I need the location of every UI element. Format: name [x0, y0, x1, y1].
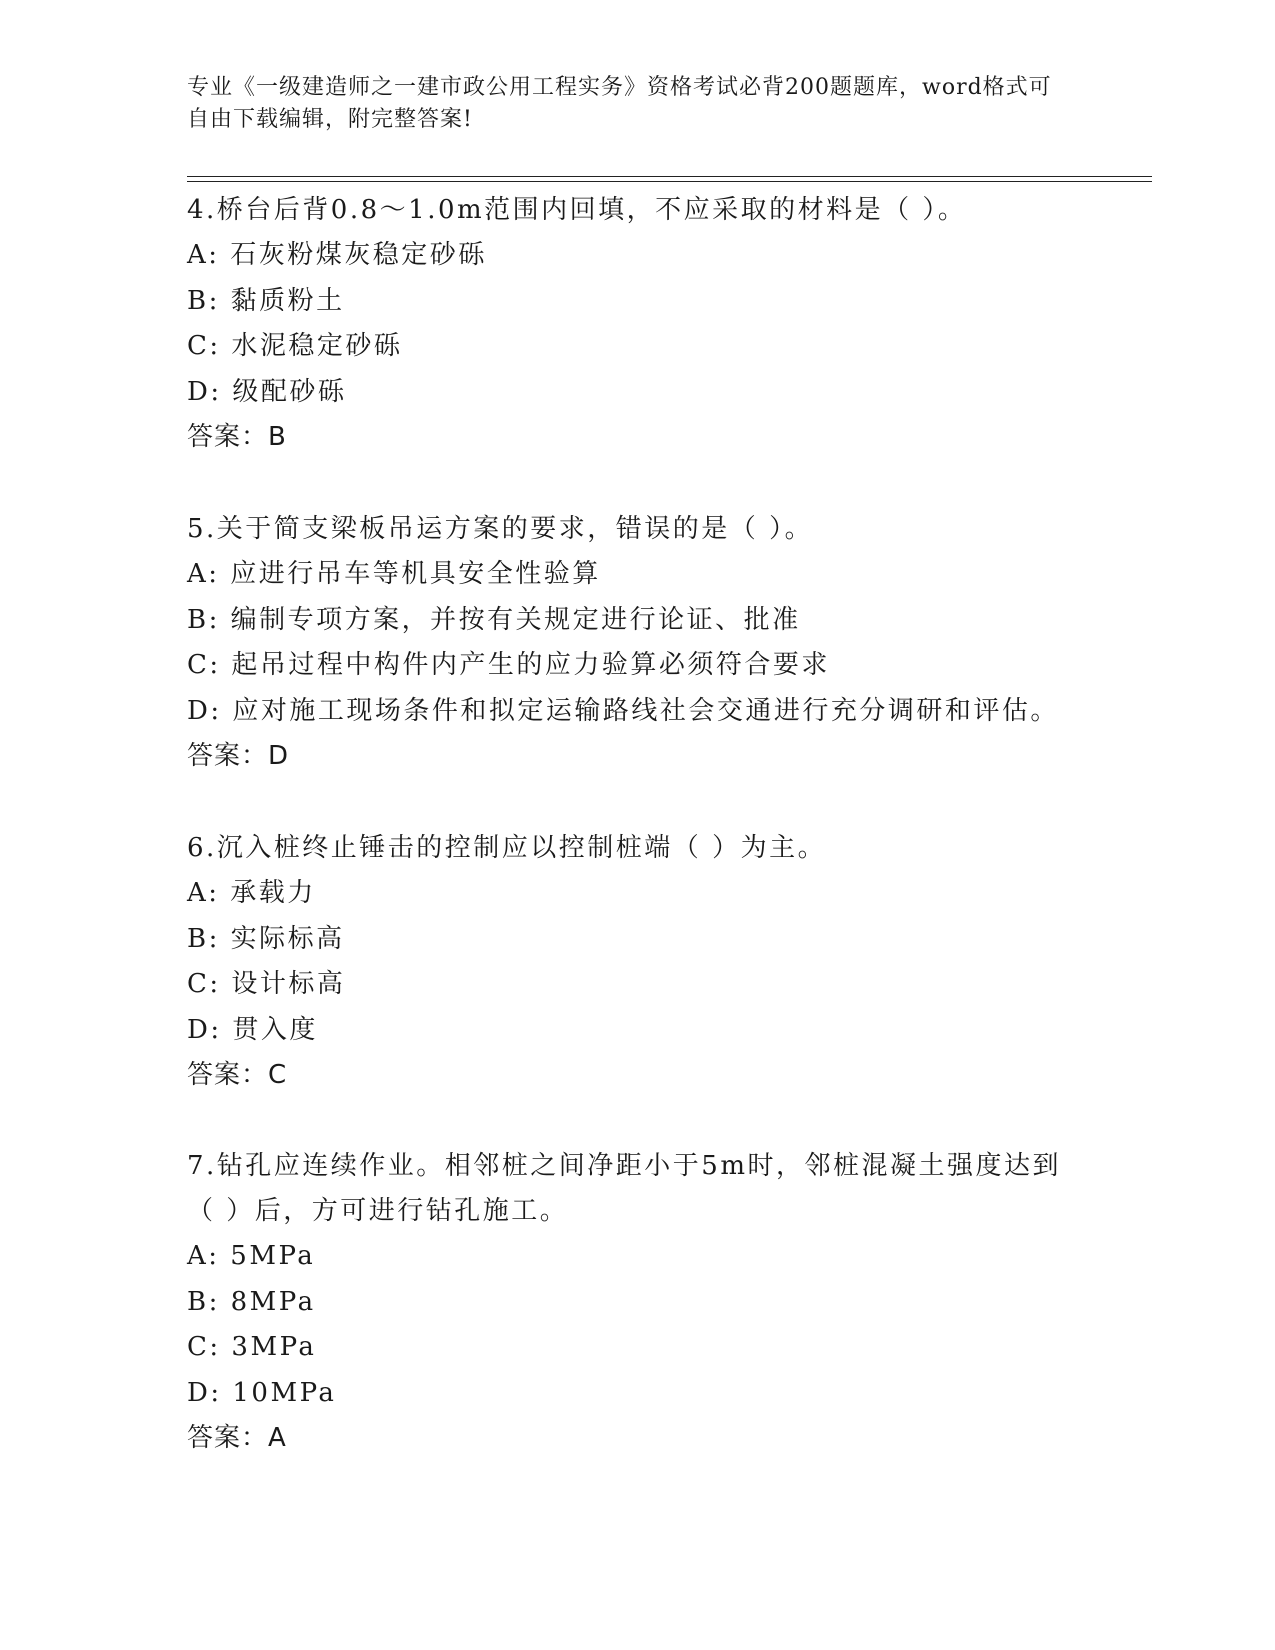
option-b: B: 实际标高 — [187, 923, 345, 954]
option-b: B: 编制专项方案，并按有关规定进行论证、批准 — [187, 604, 801, 635]
header-divider-bottom — [187, 181, 1152, 182]
question-6 — [187, 826, 1087, 1098]
option-a: A: 石灰粉煤灰稳定砂砾 — [187, 240, 487, 270]
header-divider-top — [187, 176, 1152, 177]
option-a: A: 承载力 — [187, 878, 316, 908]
question-stem: 4.桥台后背0.8～1.0m范围内回填，不应采取的材料是（ ）。 — [187, 195, 967, 225]
question-stem: 5.关于简支梁板吊运方案的要求，错误的是（ ）。 — [187, 514, 814, 544]
answer: 答案：A — [187, 1423, 287, 1453]
option-a: A: 5MPa — [187, 1241, 316, 1271]
option-c: C: 起吊过程中构件内产生的应力验算必须符合要求 — [187, 650, 830, 680]
option-d: D: 级配砂砾 — [187, 376, 347, 407]
option-d: D: 10MPa — [187, 1377, 337, 1408]
option-b: B: 8MPa — [187, 1286, 316, 1317]
question-5 — [187, 507, 1087, 779]
question-7 — [187, 1144, 1087, 1461]
question-4 — [187, 188, 1087, 460]
answer: 答案：C — [187, 1060, 288, 1090]
option-d: D: 应对施工现场条件和拟定运输路线社会交通进行充分调研和评估。 — [187, 695, 1059, 726]
option-c: C: 3MPa — [187, 1332, 317, 1362]
document-header: 专业《一级建造师之一建市政公用工程实务》资格考试必背200题题库，word格式可自由下载编辑，附完整答案! — [187, 75, 1052, 132]
question-stem: 6.沉入桩终止锤击的控制应以控制桩端（ ）为主。 — [187, 833, 827, 863]
question-stem: 7.钻孔应连续作业。相邻桩之间净距小于5m时，邻桩混凝土强度达到（ ）后，方可进行钻孔施工。 — [187, 1151, 1062, 1226]
option-b: B: 黏质粉土 — [187, 285, 345, 316]
option-c: C: 设计标高 — [187, 969, 346, 999]
option-d: D: 贯入度 — [187, 1014, 318, 1045]
option-a: A: 应进行吊车等机具安全性验算 — [187, 559, 601, 589]
answer: 答案：D — [187, 741, 290, 771]
answer: 答案：B — [187, 422, 287, 452]
option-c: C: 水泥稳定砂砾 — [187, 331, 403, 361]
